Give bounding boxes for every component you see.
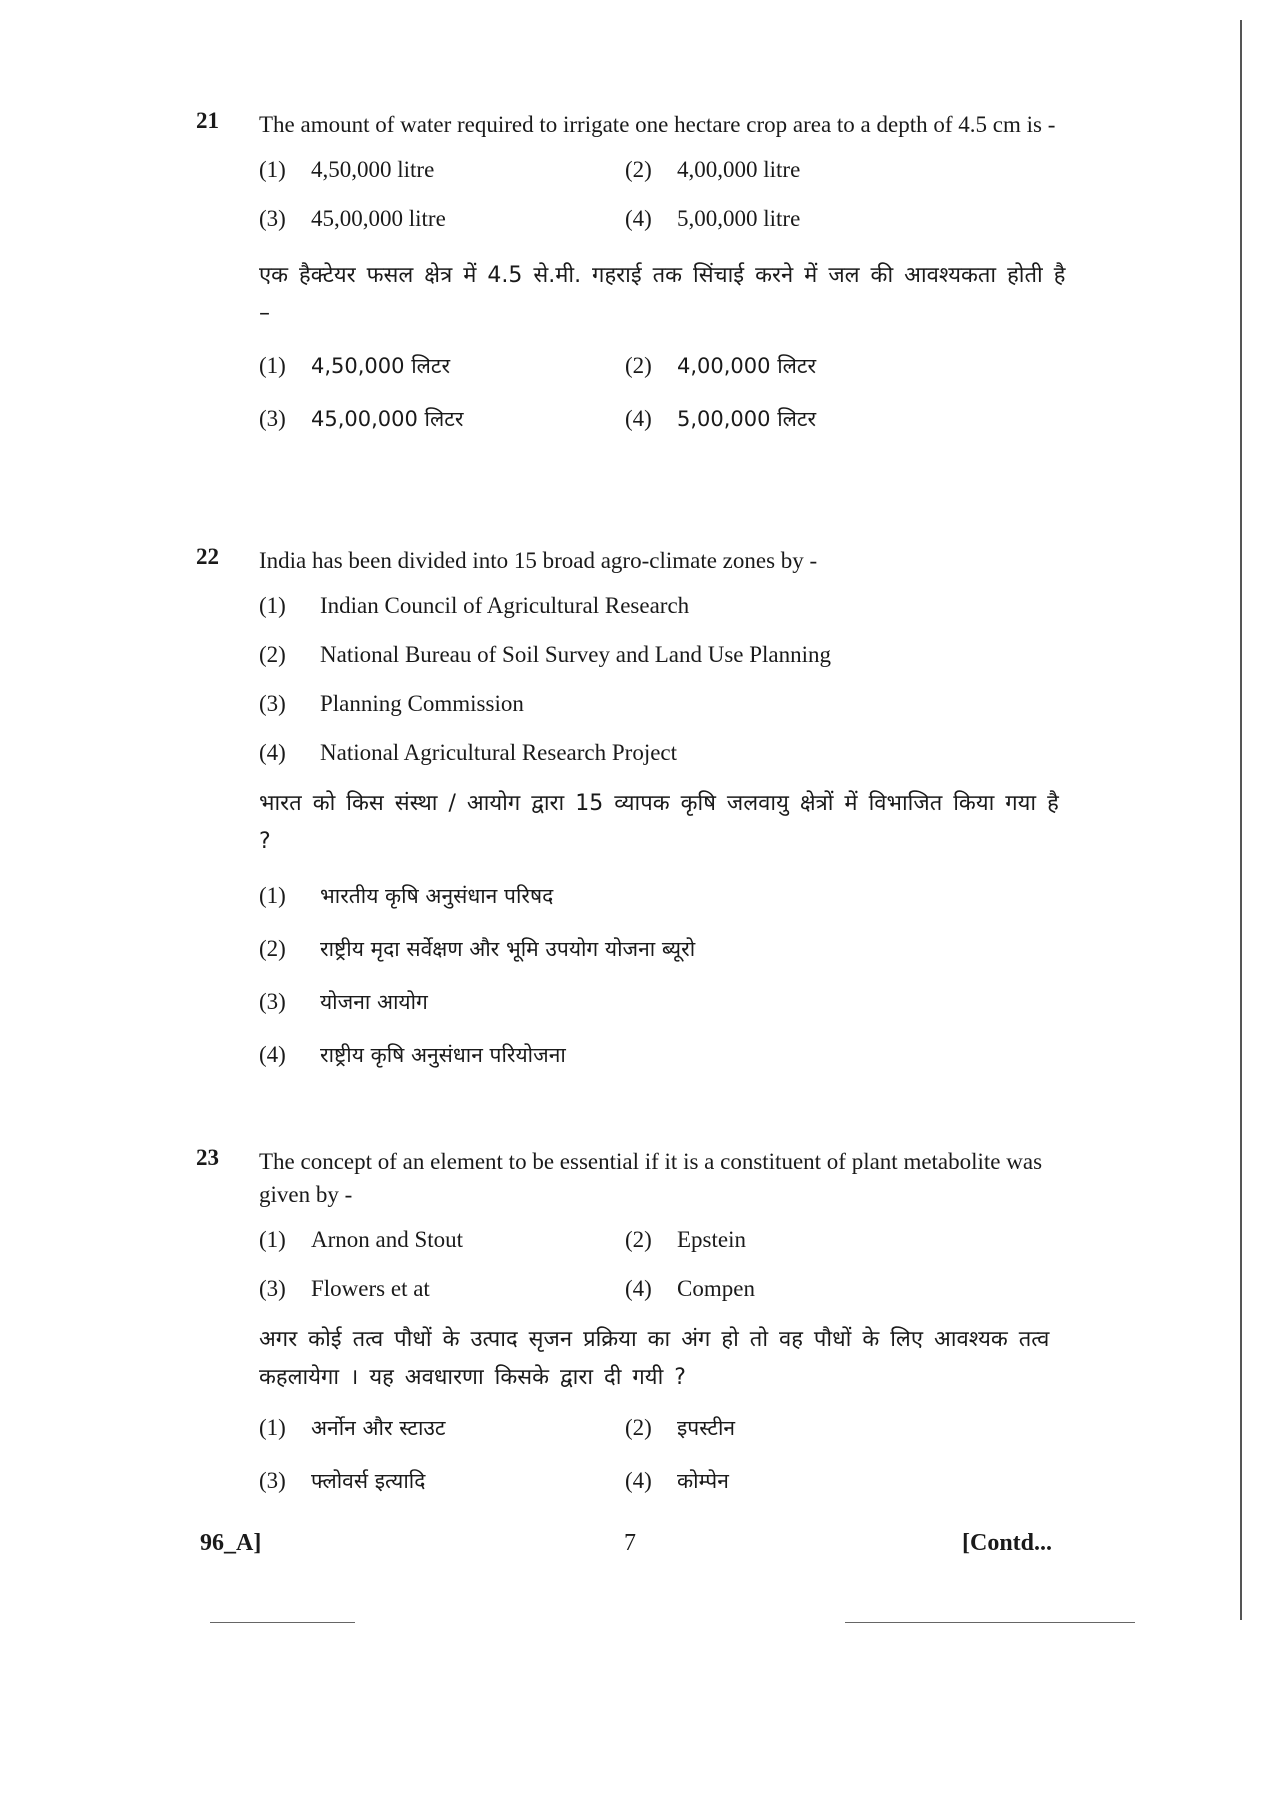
option-text: Epstein	[677, 1227, 746, 1252]
option-1	[259, 153, 434, 186]
option-row	[259, 687, 1080, 736]
option-number: (3)	[259, 1276, 286, 1301]
option-text: योजना आयोग	[320, 990, 428, 1014]
option-3	[259, 985, 428, 1019]
option-text: भारतीय कृषि अनुसंधान परिषद	[320, 884, 554, 908]
option-1	[259, 1411, 446, 1445]
option-4	[625, 202, 800, 235]
option-row	[259, 589, 1080, 638]
option-row	[259, 1272, 1080, 1321]
question-22	[196, 544, 1080, 1091]
option-number: (1)	[259, 883, 286, 908]
option-2	[625, 1411, 735, 1445]
option-number: (4)	[625, 406, 652, 431]
question-number: 22	[196, 544, 219, 569]
question-23	[196, 1145, 1080, 1517]
question-stem-hindi: अगर कोई तत्व पौधों के उत्पाद सृजन प्रक्रिया का अंग हो तो वह पौधों के लिए आवश्यक तत्व कहलायेगा । यह अवधारणा किसके द्वारा दी गयी ?	[259, 1327, 1050, 1390]
option-text: Arnon and Stout	[311, 1227, 464, 1252]
question-stem-english: India has been divided into 15 broad agro-climate zones by -	[259, 548, 818, 573]
bottom-rule-right	[845, 1622, 1135, 1623]
question-number: 21	[196, 108, 219, 133]
question-stem-english: The concept of an element to be essential if it is a constituent of plant metabolite was given by -	[259, 1149, 1043, 1207]
option-row	[259, 402, 1080, 455]
option-number: (4)	[259, 1042, 286, 1067]
option-row	[259, 1038, 1080, 1091]
option-number: (4)	[259, 740, 286, 765]
option-row	[259, 638, 1080, 687]
option-text: राष्ट्रीय मृदा सर्वेक्षण और भूमि उपयोग योजना ब्यूरो	[320, 937, 696, 961]
option-number: (2)	[259, 936, 286, 961]
option-number: (3)	[259, 691, 286, 716]
option-2	[259, 932, 695, 966]
option-text: Compen	[677, 1276, 755, 1301]
option-text: 4,00,000 लिटर	[677, 354, 817, 378]
option-1	[259, 1223, 463, 1256]
question-stem-english: The amount of water required to irrigate one hectare crop area to a depth of 4.5 cm is -	[259, 112, 1056, 137]
option-number: (4)	[625, 1276, 652, 1301]
option-3	[259, 202, 446, 235]
option-4	[259, 1038, 566, 1072]
question-number: 23	[196, 1145, 219, 1170]
option-text: इपस्टीन	[677, 1416, 736, 1440]
option-number: (4)	[625, 1468, 652, 1493]
option-number: (2)	[625, 157, 652, 182]
option-text: 5,00,000 लिटर	[677, 407, 817, 431]
option-2	[625, 153, 800, 186]
option-row	[259, 1223, 1080, 1272]
option-number: (1)	[259, 1415, 286, 1440]
option-number: (1)	[259, 353, 286, 378]
option-row	[259, 932, 1080, 985]
option-text: फ्लोवर्स इत्यादि	[311, 1469, 426, 1493]
question-21	[196, 108, 1080, 455]
option-row	[259, 736, 1080, 785]
option-4	[259, 736, 677, 769]
option-text: Planning Commission	[320, 691, 524, 716]
option-text: Flowers et at	[311, 1276, 430, 1301]
option-row	[259, 985, 1080, 1038]
option-text: Indian Council of Agricultural Research	[320, 593, 690, 618]
option-row	[259, 202, 1080, 251]
bottom-rule-left	[210, 1622, 355, 1623]
option-row	[259, 349, 1080, 402]
option-1	[259, 349, 450, 383]
option-text: राष्ट्रीय कृषि अनुसंधान परियोजना	[320, 1043, 566, 1067]
option-2	[625, 1223, 746, 1256]
page-edge-line	[1240, 20, 1242, 1620]
option-number: (4)	[625, 206, 652, 231]
option-text: 4,50,000 litre	[311, 157, 435, 182]
option-3	[259, 402, 463, 436]
question-stem-hindi: भारत को किस संस्था / आयोग द्वारा 15 व्यापक कृषि जलवायु क्षेत्रों में विभाजित किया गया है ?	[259, 791, 1059, 854]
option-number: (2)	[625, 1415, 652, 1440]
option-1	[259, 589, 689, 622]
option-3	[259, 1272, 430, 1305]
option-number: (1)	[259, 1227, 286, 1252]
option-text: अर्नोन और स्टाउट	[311, 1416, 446, 1440]
option-number: (1)	[259, 157, 286, 182]
option-row	[259, 879, 1080, 932]
option-row	[259, 1411, 1080, 1464]
page-number: 7	[624, 1530, 636, 1556]
option-number: (3)	[259, 1468, 286, 1493]
option-2	[259, 638, 831, 671]
option-2	[625, 349, 816, 383]
option-3	[259, 1464, 425, 1498]
option-number: (2)	[625, 1227, 652, 1252]
option-number: (3)	[259, 406, 286, 431]
option-row	[259, 1464, 1080, 1517]
option-4	[625, 402, 816, 436]
option-row	[259, 153, 1080, 202]
option-4	[625, 1272, 755, 1305]
option-text: National Agricultural Research Project	[320, 740, 678, 765]
option-number: (3)	[259, 206, 286, 231]
option-text: कोम्पेन	[677, 1469, 729, 1493]
option-1	[259, 879, 553, 913]
option-text: 4,00,000 litre	[677, 157, 801, 182]
option-number: (2)	[259, 642, 286, 667]
option-number: (2)	[625, 353, 652, 378]
option-text: 45,00,000 litre	[311, 206, 446, 231]
paper-code: 96_A]	[200, 1530, 262, 1556]
option-text: 4,50,000 लिटर	[311, 354, 451, 378]
option-text: 45,00,000 लिटर	[311, 407, 464, 431]
option-number: (1)	[259, 593, 286, 618]
option-text: 5,00,000 litre	[677, 206, 801, 231]
continued-label: [Contd...	[962, 1530, 1053, 1556]
question-stem-hindi: एक हैक्टेयर फसल क्षेत्र में 4.5 से.मी. गहराई तक सिंचाई करने में जल की आवश्यकता होती है –	[259, 263, 1066, 326]
option-text: National Bureau of Soil Survey and Land Use Planning	[320, 642, 832, 667]
option-4	[625, 1464, 729, 1498]
option-3	[259, 687, 524, 720]
option-number: (3)	[259, 989, 286, 1014]
